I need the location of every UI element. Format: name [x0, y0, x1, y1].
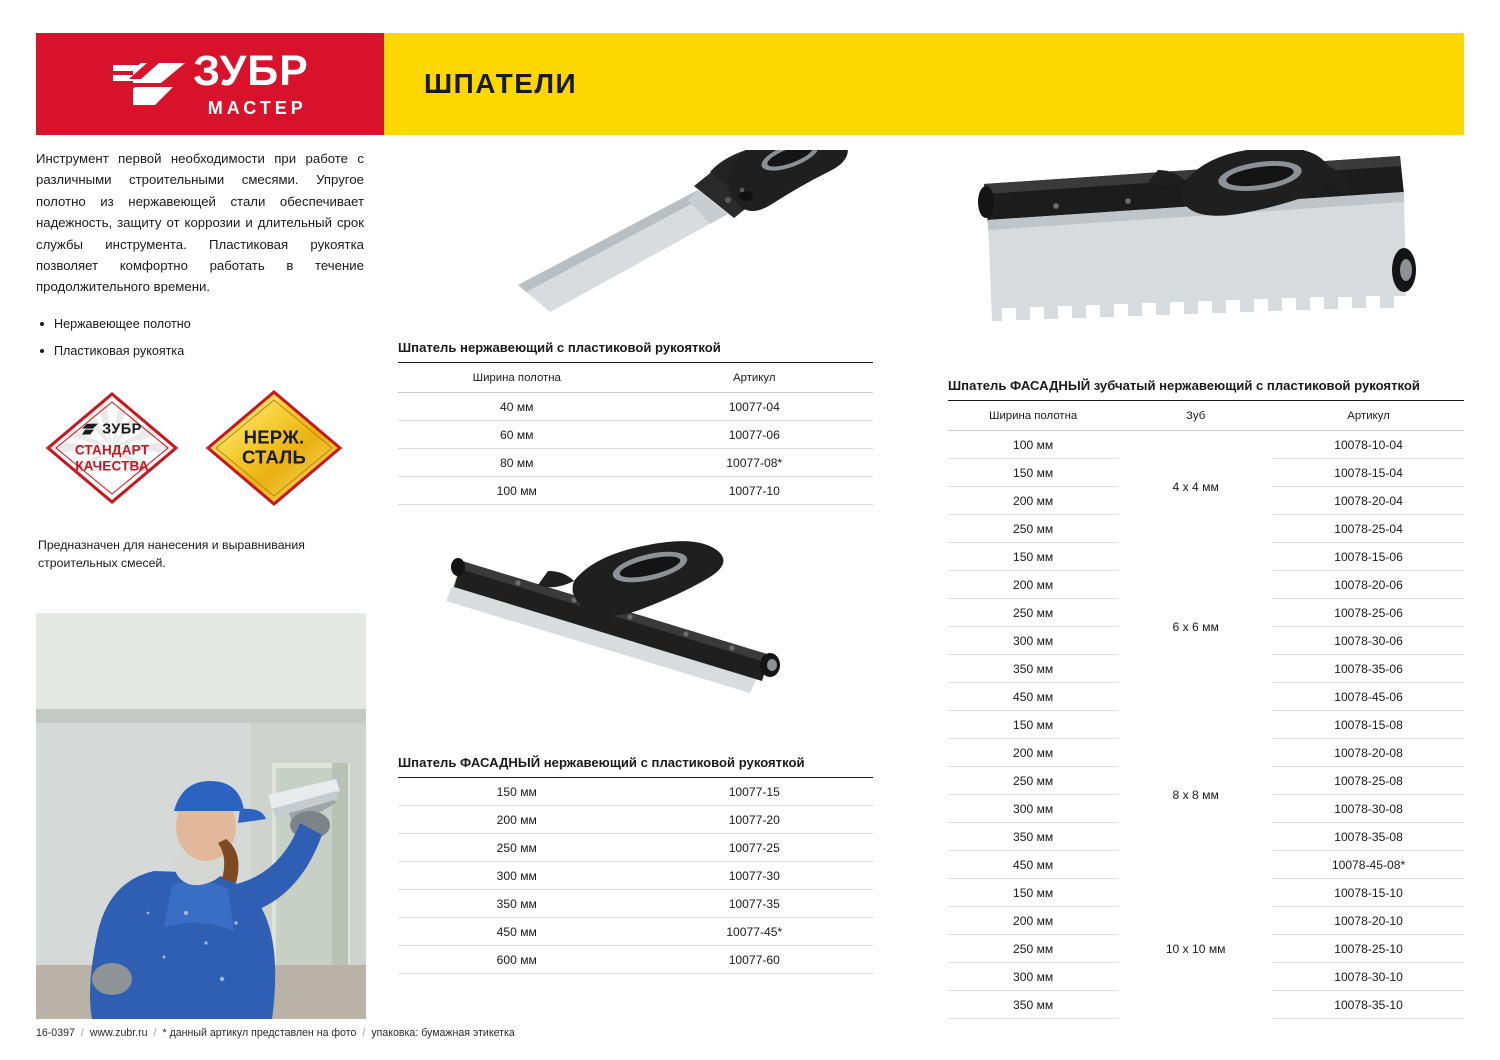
column-header-width: Ширина полотна	[948, 401, 1118, 431]
cell-article: 10078-10-04	[1273, 431, 1464, 459]
cell-tooth: 4 х 4 мм	[1172, 480, 1219, 495]
section-title-facade-knife: Шпатель ФАСАДНЫЙ нержавеющий с пластиковой рукояткой	[398, 755, 873, 778]
cell-article: 10078-25-06	[1273, 599, 1464, 627]
page-header	[36, 33, 1464, 135]
table-row	[398, 806, 873, 834]
badge-line-2: КАЧЕСТВА	[75, 458, 149, 474]
cell-width: 250 мм	[948, 935, 1118, 963]
cell-article: 10078-20-06	[1273, 571, 1464, 599]
footer-site-link[interactable]: www.zubr.ru	[89, 1027, 148, 1039]
feature-label: Пластиковая рукоятка	[54, 344, 185, 359]
cell-article: 10077-35	[636, 890, 874, 918]
cell-article: 10078-15-08	[1273, 711, 1464, 739]
column-header-width: Ширина полотна	[398, 363, 636, 393]
cell-width: 150 мм	[948, 879, 1118, 907]
footer-code: 16-0397	[36, 1027, 75, 1039]
cell-article: 10078-35-06	[1273, 655, 1464, 683]
cell-article: 10077-08*	[636, 449, 874, 477]
footer-photo-note: * данный артикул представлен на фото	[162, 1027, 357, 1039]
cell-width: 450 мм	[398, 918, 636, 946]
badge-brand-label: ЗУБР	[102, 421, 142, 438]
bullet-dot-icon	[40, 349, 44, 353]
zubr-arrow-icon	[82, 424, 98, 435]
cell-width: 200 мм	[948, 907, 1118, 935]
table-header-row	[398, 363, 873, 393]
cell-width: 450 мм	[948, 683, 1118, 711]
cell-width: 200 мм	[948, 571, 1118, 599]
cell-article: 10077-60	[636, 946, 874, 974]
middle-column	[398, 150, 873, 974]
table-header-row	[948, 401, 1464, 431]
page-title: ШПАТЕЛИ	[424, 68, 578, 99]
table-row	[398, 778, 873, 806]
cell-article: 10077-06	[636, 421, 874, 449]
logo-subtitle: МАСТЕР	[207, 97, 307, 118]
footer	[36, 1027, 1136, 1039]
product-image-facade-knife	[398, 515, 873, 755]
product-description: Инструмент первой необходимости при работе с различными строительными смесями. Упругое полотно из нержавеющей стали обеспечивает надежность, защиту от коррозии и длительный срок службы инструмента. Пластиковая рукоятка позволяет комфортно работать в течение продолжительного времени.	[36, 151, 364, 295]
table-row	[398, 918, 873, 946]
cell-width: 150 мм	[948, 459, 1118, 487]
cell-article: 10078-35-10	[1273, 991, 1464, 1019]
cell-article: 10077-10	[636, 477, 874, 505]
cell-width: 60 мм	[398, 421, 636, 449]
table-row	[398, 834, 873, 862]
product-image-putty-knife	[398, 150, 873, 340]
cell-article: 10078-45-08*	[1273, 851, 1464, 879]
section-title-putty-knife: Шпатель нержавеющий с пластиковой рукояткой	[398, 340, 873, 363]
table-row	[398, 890, 873, 918]
cell-width: 600 мм	[398, 946, 636, 974]
table-putty-knife	[398, 363, 873, 505]
cell-article: 10078-25-08	[1273, 767, 1464, 795]
section-title-notched-facade-knife: Шпатель ФАСАДНЫЙ зубчатый нержавеющий с пластиковой рукояткой	[948, 378, 1464, 401]
bullet-dot-icon	[40, 322, 44, 326]
cell-width: 350 мм	[948, 655, 1118, 683]
cell-tooth: 6 х 6 мм	[1172, 620, 1219, 634]
cell-article: 10078-20-04	[1273, 487, 1464, 515]
column-header-article: Артикул	[1273, 401, 1464, 431]
footer-package-note: упаковка: бумажная этикетка	[371, 1027, 515, 1039]
footer-separator: /	[80, 1027, 84, 1039]
cell-width: 350 мм	[398, 890, 636, 918]
cell-article: 10078-30-06	[1273, 627, 1464, 655]
cell-width: 300 мм	[948, 627, 1118, 655]
cell-article: 10077-30	[636, 862, 874, 890]
badge-stainless-steel	[200, 384, 348, 512]
table-row	[398, 862, 873, 890]
column-header-article: Артикул	[636, 363, 874, 393]
cell-article: 10078-30-08	[1273, 795, 1464, 823]
badges-row	[36, 384, 366, 512]
brand-logo	[36, 33, 384, 135]
logo-wordmark: ЗУБР	[193, 46, 309, 95]
column-header-tooth: Зуб	[1118, 401, 1273, 431]
cell-width: 200 мм	[398, 806, 636, 834]
right-column	[948, 150, 1464, 1019]
feature-label: Нержавеющее полотно	[54, 316, 191, 331]
cell-width: 250 мм	[948, 599, 1118, 627]
cell-article: 10077-04	[636, 393, 874, 421]
cell-width: 40 мм	[398, 393, 636, 421]
cell-width: 200 мм	[948, 739, 1118, 767]
cell-width: 150 мм	[948, 543, 1118, 571]
cell-width: 300 мм	[948, 795, 1118, 823]
cell-width: 250 мм	[948, 767, 1118, 795]
cell-width: 450 мм	[948, 851, 1118, 879]
cell-width: 250 мм	[948, 515, 1118, 543]
cell-article: 10078-45-06	[1273, 683, 1464, 711]
cell-article: 10078-25-10	[1273, 935, 1464, 963]
cell-article: 10078-25-04	[1273, 515, 1464, 543]
page-title-bar	[384, 33, 1464, 135]
cell-width: 350 мм	[948, 991, 1118, 1019]
application-photo	[36, 613, 366, 1019]
cell-article: 10078-15-06	[1273, 543, 1464, 571]
cell-width: 80 мм	[398, 449, 636, 477]
cell-width: 150 мм	[398, 778, 636, 806]
footer-separator: /	[362, 1027, 366, 1039]
table-row	[948, 711, 1464, 739]
left-sidebar	[36, 148, 366, 573]
table-row	[948, 543, 1464, 571]
cell-article: 10078-20-10	[1273, 907, 1464, 935]
zubr-arrow-icon	[111, 61, 187, 107]
list-item	[36, 342, 366, 362]
usage-note: Предназначен для нанесения и выравнивания строительных смесей.	[38, 537, 305, 571]
table-row	[398, 393, 873, 421]
badge-quality-standard	[38, 384, 186, 512]
cell-article: 10077-45*	[636, 918, 874, 946]
table-row	[398, 449, 873, 477]
cell-article: 10077-25	[636, 834, 874, 862]
cell-article: 10078-20-08	[1273, 739, 1464, 767]
table-notched-facade-knife	[948, 401, 1464, 1019]
cell-article: 10078-35-08	[1273, 823, 1464, 851]
cell-article: 10078-15-04	[1273, 459, 1464, 487]
table-row	[948, 431, 1464, 459]
cell-width: 350 мм	[948, 823, 1118, 851]
footer-separator: /	[153, 1027, 157, 1039]
table-row	[398, 946, 873, 974]
cell-width: 100 мм	[948, 431, 1118, 459]
cell-width: 100 мм	[398, 477, 636, 505]
badge-line-2: СТАЛЬ	[242, 446, 306, 468]
product-image-notched-facade-knife	[948, 150, 1464, 378]
cell-tooth: 8 х 8 мм	[1172, 788, 1219, 802]
cell-width: 250 мм	[398, 834, 636, 862]
table-row	[398, 477, 873, 505]
cell-width: 300 мм	[948, 963, 1118, 991]
cell-article: 10078-30-10	[1273, 963, 1464, 991]
cell-width: 150 мм	[948, 711, 1118, 739]
cell-article: 10078-15-10	[1273, 879, 1464, 907]
badge-line-1: СТАНДАРТ	[74, 442, 150, 458]
table-row	[398, 421, 873, 449]
cell-width: 200 мм	[948, 487, 1118, 515]
cell-width: 300 мм	[398, 862, 636, 890]
feature-list	[36, 315, 366, 362]
cell-article: 10077-15	[636, 778, 874, 806]
list-item	[36, 315, 366, 335]
badge-line-1: НЕРЖ.	[243, 426, 305, 448]
table-row	[948, 879, 1464, 907]
cell-article: 10077-20	[636, 806, 874, 834]
table-facade-knife	[398, 778, 873, 974]
cell-tooth: 10 х 10 мм	[1165, 942, 1226, 956]
